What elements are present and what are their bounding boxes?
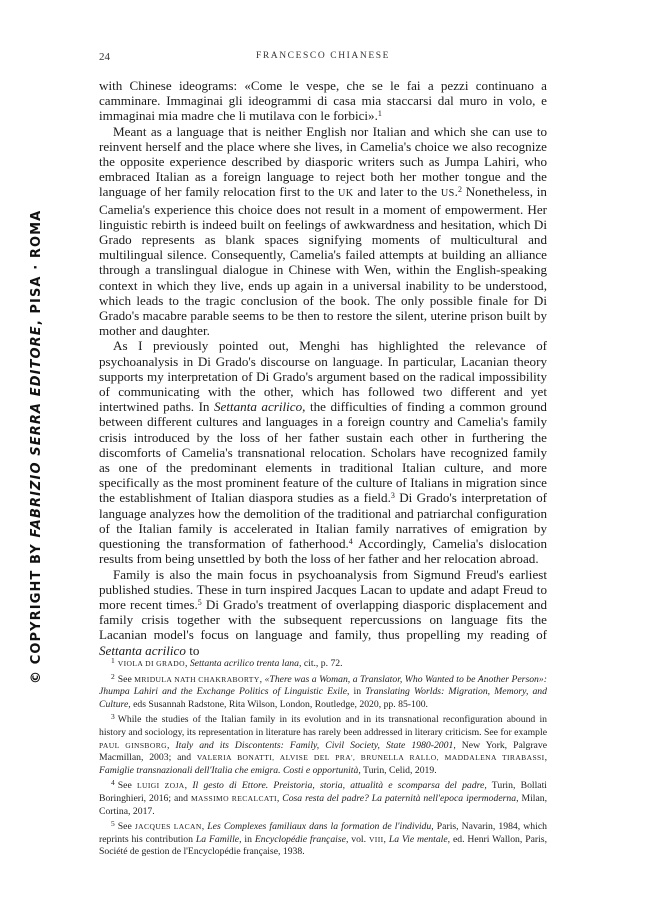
page-number: 24 [99, 51, 110, 63]
paragraph-4 [99, 567, 547, 658]
page-header [99, 51, 547, 67]
copyright-prefix: © COPYRIGHT BY [29, 537, 44, 684]
paragraph-1-text: with Chinese ideograms: «Come le vespe, che se le fai a pezzi continuano a camminare. Immaginai gli ideogrammi di casa mia staccarsi dal muro in volo, e immaginai mia madre che li mutilava con le forbici». [99, 78, 547, 124]
footnote-author: VIOLA DI GRADO [117, 659, 185, 668]
paragraph-2-text-a: Meant as a language that is neither English nor Italian and which she can use to reinvent herself and the place where she lives, in Camelia's choice we also recognize the opposite experience described by diasporic writers such as Jumpa Lahiri, who embraced Italian as a foreign language to reject both her mother tongue and the language of her family relocation first to the [99, 123, 547, 200]
book-title: Settanta acrilico [214, 399, 303, 415]
footnote-text: , [383, 833, 389, 845]
footnote-title: La Vie mentale [388, 833, 448, 845]
footnote-text: See [117, 673, 135, 685]
copyright-publisher: FABRIZIO SERRA EDITORE [29, 325, 44, 538]
paragraph-3-text-d: Accordingly, Camelia's dislocation results from being unsettled by both the loss of her father and her relocation abroad. [99, 536, 547, 567]
footnote-number: 4 [111, 778, 115, 788]
running-head: FRANCESCO CHIANESE [255, 51, 391, 61]
copyright-suffix: , PISA · ROMA [29, 209, 44, 326]
footnote-ref-2: 2 [457, 185, 462, 195]
paragraph-3 [99, 338, 547, 566]
footnote-text: , in [239, 833, 255, 845]
footnote-title: Cosa resta del padre? La paternità nell'epoca ipermoderna [282, 792, 517, 804]
paragraph-2-text-c: . [454, 184, 458, 200]
footnote-text: See [117, 821, 135, 833]
footnote-author: LUIGI ZOJA [136, 781, 185, 791]
paragraph-2 [99, 124, 547, 339]
footnote-text: While the studies of the Italian family in its evolution and in its transnational reconfiguration abound in history and sociology, its representation in literature has rarely been addressed in literary criticism. See for example [99, 714, 547, 738]
footnote-text: , in [347, 686, 366, 698]
footnote-ref-5: 5 [197, 597, 202, 607]
footnote-title: Il gesto di Ettore. Preistoria, storia, attualità e scomparsa del padre [192, 780, 485, 792]
footnote-author: VALERIA BONATTI, ALVISE DEL PRA', BRUNELLA RALLO, MADDALENA TIRABASSI [196, 753, 545, 763]
footnote-author: MRIDULA NATH CHAKRABORTY [134, 674, 260, 684]
footnote-3 [99, 711, 547, 777]
footnote-ref-4: 4 [348, 537, 353, 547]
footnote-5 [99, 818, 547, 859]
paragraph-4-text-b: Di Grado's treatment of overlapping diasporic displacement and family crisis together with the subsequent repercussions on language fits the Lacanian model's focus on language and family, thus propelling my reading of [99, 596, 547, 643]
footnote-text: , [276, 792, 283, 804]
footnote-text: , [184, 658, 190, 669]
footnote-title: Italy and its Discontents: Family, Civil Society, State 1980-2001 [175, 739, 454, 751]
footnote-author: MASSIMO RECALCATI [190, 793, 277, 803]
footnote-text: , [167, 739, 176, 751]
paragraph-1 [99, 78, 547, 124]
footnote-title: Famiglie transnazionali dell'Italia che emigra. Costi e opportunità [99, 764, 359, 776]
paragraph-4-text-a: Family is also the main focus in psychoanalysis from Sigmund Freud's earliest published studies. These in turn inspired Jacques Lacan to update and adapt Freud to more recent times. [99, 566, 547, 612]
footnotes [99, 655, 547, 859]
footnote-text: , New York, Palgrave Macmillan, 2003; and [99, 739, 547, 764]
footnote-text: , Turin, Bollati Boringhieri, 2016; and [99, 780, 547, 804]
footnote-author: PAUL GINSBORG [99, 740, 167, 750]
footnote-title: , «There was a Woman, a Translator, Who Wanted to be Another Person»: Jhumpa Lahiri and the Exchange Politics of Linguistic Exile [99, 673, 547, 698]
main-text [99, 78, 547, 658]
footnote-volume: VIII [368, 834, 384, 844]
footnote-title: Settanta acrilico trenta lana [189, 658, 299, 669]
footnote-text: , [544, 752, 547, 764]
footnote-number: 5 [111, 819, 115, 829]
footnote-title: Encyclopédie française [254, 833, 346, 845]
book-title: Settanta acrilico [99, 642, 186, 658]
paragraph-3-text-a: As I previously pointed out, Menghi has highlighted the relevance of psychoanalysis in Di Grado's discourse on language. In particular, Lacanian theory supports my interpretation of Di Grado's argument based on the radical impossibility of communicating with the other, which has followed two different and yet intertwined paths. In [99, 338, 547, 415]
footnote-text: , [184, 780, 193, 792]
footnote-text: , Turin, Celid, 2019. [358, 764, 437, 776]
footnote-title: Les Complexes familiaux dans la formation de l'individu [207, 821, 432, 833]
paragraph-3-text-c: Di Grado's interpretation of language analyzes how the demolition of the traditional and patriarchal configuration of the Italian family is accelerated in Italian family narratives of emigration by questioning the transformation of fatherhood. [99, 490, 547, 552]
footnote-text: , [201, 821, 208, 833]
paragraph-2-text-b: and later to the [353, 184, 441, 200]
footnote-author: JACQUES LACAN [134, 822, 202, 832]
paragraph-3-text-b: , the difficulties of finding a common ground between different cultures and languages in a foreign country and Camelia's family crisis introduced by the loss of her father sustain each other in furthering the discomforts of Camelia's transnational relocation. Scholars have recognized family as one of the predominant elements in traditional Italian culture, and more specifically as the most prominent feature of the culture of Italians in migration since the establishment of Italian diaspora studies as a field. [99, 399, 547, 506]
paragraph-2-text-d: Nonetheless, in Camelia's experience this choice does not result in a moment of empowerment. Her linguistic rebirth is indeed built on feelings of awkwardness and hesitation, which Di Grado represents as blank spaces signifying moments of multicultural and multilingual silence. Consequently, Camelia's failed attempts at building an alliance through a translingual dialogue in Chinese with Wen, within the English-speaking context in which they live, ends up again in a universal inability to be understood, which leads to the tragic conclusion of the book. The only possible finale for Di Grado's macabre parable seems to be then to restore the silent, uterine prison built by mother and daughter. [99, 184, 547, 339]
footnote-text: , cit., p. 72. [298, 658, 343, 669]
abbr-uk: UK [337, 188, 354, 200]
footnote-ref-3: 3 [390, 491, 395, 501]
paragraph-4-text-c: to [185, 642, 200, 658]
footnote-text: , vol. [345, 833, 369, 845]
abbr-us: US [440, 188, 455, 200]
footnote-4 [99, 777, 547, 818]
footnote-number: 3 [111, 712, 115, 722]
footnote-ref-1: 1 [377, 109, 382, 119]
footnote-text: , ed. Henri Wallon, Paris, Société de gestion de l'Encyclopédie française, 1938. [99, 833, 547, 858]
footnote-title: La Famille [195, 833, 240, 845]
footnote-1 [99, 655, 547, 671]
footnote-title: Translating Worlds: Migration, Memory, and Culture [99, 686, 547, 710]
footnote-number: 2 [111, 671, 115, 681]
footnote-2 [99, 671, 547, 712]
footnote-number: 1 [111, 656, 115, 665]
footnote-text: , Milan, Cortina, 2017. [99, 792, 548, 817]
copyright-notice [29, 210, 44, 684]
footnote-text: , Paris, Navarin, 1984, which reprints his contribution [99, 821, 547, 845]
footnote-text: , eds Susannah Radstone, Rita Wilson, London, Routledge, 2020, pp. 85-100. [128, 698, 428, 710]
footnote-text: See [117, 780, 137, 792]
